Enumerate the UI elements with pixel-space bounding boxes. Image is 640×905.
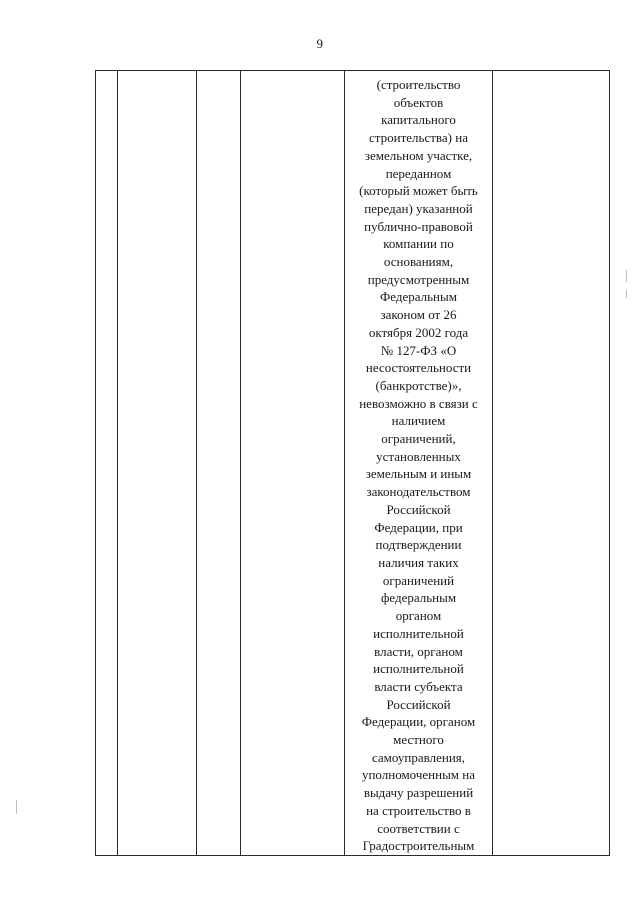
condition-text-line: передан) указанной bbox=[364, 200, 473, 216]
table-cell-col-3 bbox=[197, 71, 241, 856]
condition-text-line: наличия таких bbox=[378, 554, 459, 570]
condition-text-line: органом bbox=[395, 608, 442, 624]
table-cell-col-2 bbox=[118, 71, 197, 856]
condition-text-line: объектов bbox=[393, 94, 444, 110]
condition-text-line: капитального bbox=[381, 112, 456, 128]
condition-text-line: публично-правовой bbox=[364, 218, 473, 234]
condition-text-line: ограничений, bbox=[381, 431, 456, 447]
condition-text-line: выдачу разрешений bbox=[363, 785, 474, 801]
table-cell-col-4 bbox=[241, 71, 345, 856]
condition-text-line: установленных bbox=[376, 448, 461, 464]
condition-text-line: местного bbox=[393, 732, 444, 748]
condition-text-line: соответствии с bbox=[377, 820, 460, 836]
scan-artifact bbox=[626, 290, 627, 298]
table-cell-col-6 bbox=[493, 71, 610, 856]
condition-text-line: законодательством bbox=[366, 484, 471, 500]
condition-text-line: строительства) на bbox=[369, 130, 468, 146]
condition-text-line: исполнительной bbox=[373, 661, 464, 677]
condition-text-line: земельном участке, bbox=[364, 147, 473, 163]
condition-text-line: самоуправления, bbox=[371, 749, 466, 765]
condition-text-line: несостоятельности bbox=[365, 360, 472, 376]
condition-text-line: наличием bbox=[391, 413, 446, 429]
scan-artifact bbox=[16, 800, 17, 814]
condition-text-line: законом от 26 bbox=[380, 307, 457, 323]
condition-text-line: власти, органом bbox=[374, 643, 463, 659]
condition-text-line: (банкротстве)», bbox=[375, 377, 462, 393]
condition-text-line: октября 2002 года bbox=[368, 324, 469, 340]
condition-text-line: земельным и иным bbox=[365, 466, 472, 482]
condition-text-line: власти субъекта bbox=[374, 678, 463, 694]
condition-text-line: переданном bbox=[385, 165, 452, 181]
condition-text-line: уполномоченным на bbox=[361, 767, 476, 783]
condition-text-line: основаниям, bbox=[383, 254, 454, 270]
scan-artifact bbox=[626, 270, 627, 282]
condition-text-line: Федерации, органом bbox=[361, 714, 476, 730]
condition-text-line: Федерации, при bbox=[374, 519, 463, 535]
document-table bbox=[95, 70, 610, 856]
table-cell-col-5 bbox=[345, 71, 493, 856]
table-row bbox=[96, 71, 610, 856]
condition-text-line: исполнительной bbox=[373, 625, 464, 641]
condition-text-line: № 127-ФЗ «О bbox=[380, 342, 457, 358]
condition-text-line: (строительство bbox=[376, 77, 461, 92]
condition-text-line: подтверждении bbox=[375, 537, 462, 553]
condition-text-line: федеральным bbox=[380, 590, 457, 606]
condition-text-line: компании по bbox=[383, 236, 454, 252]
condition-text-line: невозможно в связи с bbox=[359, 395, 478, 411]
condition-text-line: Градостроительным bbox=[362, 838, 475, 854]
condition-text-line: (который может быть bbox=[359, 183, 478, 199]
condition-text bbox=[345, 71, 492, 855]
condition-text-line: Российской bbox=[386, 501, 451, 517]
page-number: 9 bbox=[316, 36, 324, 51]
condition-text-line: Российской bbox=[386, 696, 451, 712]
table-cell-col-1 bbox=[96, 71, 118, 856]
condition-text-line: ограничений bbox=[382, 572, 455, 588]
condition-text-line: Федеральным bbox=[380, 289, 457, 305]
condition-text-line: предусмотренным bbox=[367, 271, 470, 287]
condition-text-line: на строительство в bbox=[366, 802, 471, 818]
